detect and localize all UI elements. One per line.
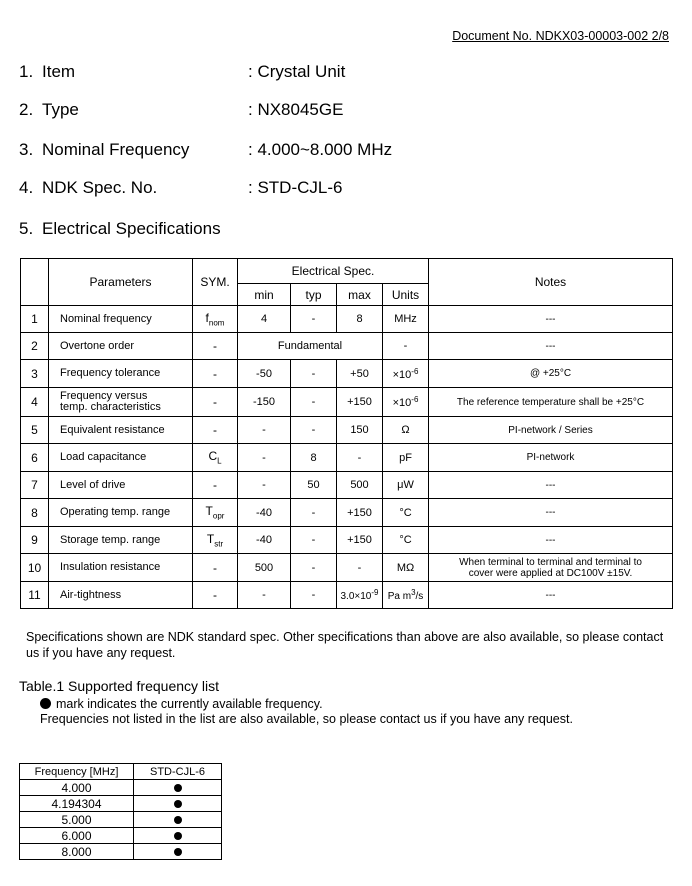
item-1 bbox=[19, 62, 346, 82]
row-units: Ω bbox=[383, 417, 429, 444]
item-number: 2. bbox=[19, 100, 34, 119]
row-symbol: $T_{opr}$ bbox=[193, 499, 238, 527]
row-min: -150 bbox=[238, 388, 291, 417]
row-symbol: - bbox=[193, 417, 238, 444]
row-number: 5 bbox=[21, 417, 49, 444]
row-typ: - bbox=[291, 499, 337, 527]
row-notes: When terminal to terminal and terminal to cover were applied at DC100V ±15V. bbox=[429, 554, 673, 582]
row-parameter: Insulation resistance bbox=[49, 554, 193, 582]
row-units: MΩ bbox=[383, 554, 429, 582]
availability-cell bbox=[134, 844, 222, 860]
table-row bbox=[21, 444, 673, 472]
table-row bbox=[21, 527, 673, 554]
frequency-value: 5.000 bbox=[20, 812, 134, 828]
row-symbol: $T_{str}$ bbox=[193, 527, 238, 554]
header-sym: SYM. bbox=[193, 259, 238, 306]
row-max: 150 bbox=[337, 417, 383, 444]
row-units: °C bbox=[383, 499, 429, 527]
row-units: Pa $m^3/s$ bbox=[383, 582, 429, 609]
row-min: - bbox=[238, 472, 291, 499]
spec-disclaimer: Specifications shown are NDK standard spec. Other specifications than above are also available, so please contact us if you have any request. bbox=[26, 630, 664, 660]
row-parameter: Operating temp. range bbox=[49, 499, 193, 527]
row-symbol: $C_L$ bbox=[193, 444, 238, 472]
row-min: - bbox=[238, 582, 291, 609]
row-typ: - bbox=[291, 554, 337, 582]
row-typ: 8 bbox=[291, 444, 337, 472]
row-max: +50 bbox=[337, 360, 383, 388]
row-max: 500 bbox=[337, 472, 383, 499]
row-symbol: $f_{nom}$ bbox=[193, 306, 238, 333]
row-units: $\times 10^{-6}$ bbox=[383, 360, 429, 388]
table-row bbox=[20, 844, 222, 860]
item-value: : STD-CJL-6 bbox=[248, 178, 343, 197]
row-min: - bbox=[238, 444, 291, 472]
item-label: Type bbox=[42, 100, 79, 119]
table-row bbox=[21, 472, 673, 499]
frequency-value: 4.194304 bbox=[20, 796, 134, 812]
row-typ: - bbox=[291, 360, 337, 388]
availability-cell bbox=[134, 780, 222, 796]
availability-cell bbox=[134, 812, 222, 828]
row-notes: --- bbox=[429, 527, 673, 554]
frequency-value: 4.000 bbox=[20, 780, 134, 796]
row-number: 9 bbox=[21, 527, 49, 554]
table-row bbox=[20, 828, 222, 844]
row-symbol: - bbox=[193, 333, 238, 360]
row-max: +150 bbox=[337, 527, 383, 554]
row-number: 8 bbox=[21, 499, 49, 527]
row-units: °C bbox=[383, 527, 429, 554]
row-min: - bbox=[238, 417, 291, 444]
row-min: 500 bbox=[238, 554, 291, 582]
row-parameter: Overtone order bbox=[49, 333, 193, 360]
row-number: 4 bbox=[21, 388, 49, 417]
row-number: 6 bbox=[21, 444, 49, 472]
table-row bbox=[21, 388, 673, 417]
header-no bbox=[21, 259, 49, 306]
header-notes: Notes bbox=[429, 259, 673, 306]
item-number: 1. bbox=[19, 62, 34, 81]
row-parameter: Level of drive bbox=[49, 472, 193, 499]
frequency-value: 8.000 bbox=[20, 844, 134, 860]
item-2 bbox=[19, 100, 344, 120]
filled-circle-icon bbox=[174, 816, 182, 824]
row-max: 8 bbox=[337, 306, 383, 333]
header-electrical-spec: Electrical Spec. bbox=[238, 259, 429, 284]
row-parameter: Load capacitance bbox=[49, 444, 193, 472]
item-label: Electrical Specifications bbox=[42, 219, 221, 238]
row-number: 3 bbox=[21, 360, 49, 388]
filled-circle-icon bbox=[174, 784, 182, 792]
row-spec-span: Fundamental bbox=[238, 333, 383, 360]
row-notes: PI-network / Series bbox=[429, 417, 673, 444]
item-number: 3. bbox=[19, 140, 34, 159]
row-typ: - bbox=[291, 306, 337, 333]
header-min: min bbox=[238, 284, 291, 306]
row-notes: @ +25°C bbox=[429, 360, 673, 388]
row-notes: The reference temperature shall be +25°C bbox=[429, 388, 673, 417]
row-symbol: - bbox=[193, 472, 238, 499]
row-max: $3.0\times 10^{-9}$ bbox=[337, 582, 383, 609]
row-min: -50 bbox=[238, 360, 291, 388]
row-notes: PI-network bbox=[429, 444, 673, 472]
row-number: 1 bbox=[21, 306, 49, 333]
row-units: MHz bbox=[383, 306, 429, 333]
row-parameter: Nominal frequency bbox=[49, 306, 193, 333]
row-typ: - bbox=[291, 527, 337, 554]
row-notes: --- bbox=[429, 333, 673, 360]
table-row bbox=[20, 780, 222, 796]
item-label: Item bbox=[42, 62, 76, 81]
row-max: +150 bbox=[337, 388, 383, 417]
filled-circle-icon bbox=[174, 832, 182, 840]
table-row bbox=[20, 812, 222, 828]
frequency-table bbox=[19, 763, 222, 860]
row-parameter: Air-tightness bbox=[49, 582, 193, 609]
item-number: 5. bbox=[19, 219, 34, 238]
row-number: 2 bbox=[21, 333, 49, 360]
row-symbol: - bbox=[193, 360, 238, 388]
item-value: : NX8045GE bbox=[248, 100, 344, 119]
header-max: max bbox=[337, 284, 383, 306]
header-parameters: Parameters bbox=[49, 259, 193, 306]
item-label: NDK Spec. No. bbox=[42, 178, 158, 197]
row-notes: --- bbox=[429, 306, 673, 333]
header-spec: STD-CJL-6 bbox=[134, 764, 222, 780]
row-notes: --- bbox=[429, 472, 673, 499]
row-number: 10 bbox=[21, 554, 49, 582]
row-notes: --- bbox=[429, 499, 673, 527]
row-max: - bbox=[337, 444, 383, 472]
item-value: : Crystal Unit bbox=[248, 62, 346, 81]
electrical-spec-table bbox=[20, 258, 673, 609]
row-units: μW bbox=[383, 472, 429, 499]
row-number: 11 bbox=[21, 582, 49, 609]
header-typ: typ bbox=[291, 284, 337, 306]
item-5 bbox=[19, 219, 221, 239]
table-row bbox=[21, 360, 673, 388]
filled-circle-icon bbox=[174, 800, 182, 808]
availability-cell bbox=[134, 828, 222, 844]
row-parameter: Frequency versus temp. characteristics bbox=[49, 388, 193, 417]
row-max: - bbox=[337, 554, 383, 582]
table1-note: Frequencies not listed in the list are also available, so please contact us if you have any request. bbox=[40, 712, 573, 726]
table1-title: Table.1 Supported frequency list bbox=[19, 678, 220, 694]
row-typ: - bbox=[291, 417, 337, 444]
filled-circle-icon bbox=[40, 698, 51, 709]
frequency-value: 6.000 bbox=[20, 828, 134, 844]
item-label: Nominal Frequency bbox=[42, 140, 190, 159]
item-3 bbox=[19, 140, 393, 160]
row-parameter: Storage temp. range bbox=[49, 527, 193, 554]
availability-cell bbox=[134, 796, 222, 812]
table1-legend: mark indicates the currently available frequency. bbox=[40, 697, 323, 711]
item-4 bbox=[19, 178, 343, 198]
table-row bbox=[21, 499, 673, 527]
header-units: Units bbox=[383, 284, 429, 306]
table-row bbox=[21, 582, 673, 609]
row-min: -40 bbox=[238, 499, 291, 527]
row-units: $\times 10^{-6}$ bbox=[383, 388, 429, 417]
row-symbol: - bbox=[193, 582, 238, 609]
table-row bbox=[20, 796, 222, 812]
row-max: +150 bbox=[337, 499, 383, 527]
item-value: : 4.000~8.000 MHz bbox=[248, 140, 393, 159]
filled-circle-icon bbox=[174, 848, 182, 856]
row-units: pF bbox=[383, 444, 429, 472]
header-frequency: Frequency [MHz] bbox=[20, 764, 134, 780]
row-typ: - bbox=[291, 388, 337, 417]
row-number: 7 bbox=[21, 472, 49, 499]
table-row bbox=[21, 306, 673, 333]
row-notes: --- bbox=[429, 582, 673, 609]
row-parameter: Equivalent resistance bbox=[49, 417, 193, 444]
document-number: Document No. NDKX03-00003-002 2/8 bbox=[452, 29, 669, 43]
row-parameter: Frequency tolerance bbox=[49, 360, 193, 388]
table-row bbox=[21, 417, 673, 444]
row-typ: - bbox=[291, 582, 337, 609]
row-min: -40 bbox=[238, 527, 291, 554]
row-symbol: - bbox=[193, 554, 238, 582]
row-min: 4 bbox=[238, 306, 291, 333]
row-units: - bbox=[383, 333, 429, 360]
row-typ: 50 bbox=[291, 472, 337, 499]
table-row bbox=[21, 333, 673, 360]
row-symbol: - bbox=[193, 388, 238, 417]
table-row bbox=[21, 554, 673, 582]
item-number: 4. bbox=[19, 178, 34, 197]
